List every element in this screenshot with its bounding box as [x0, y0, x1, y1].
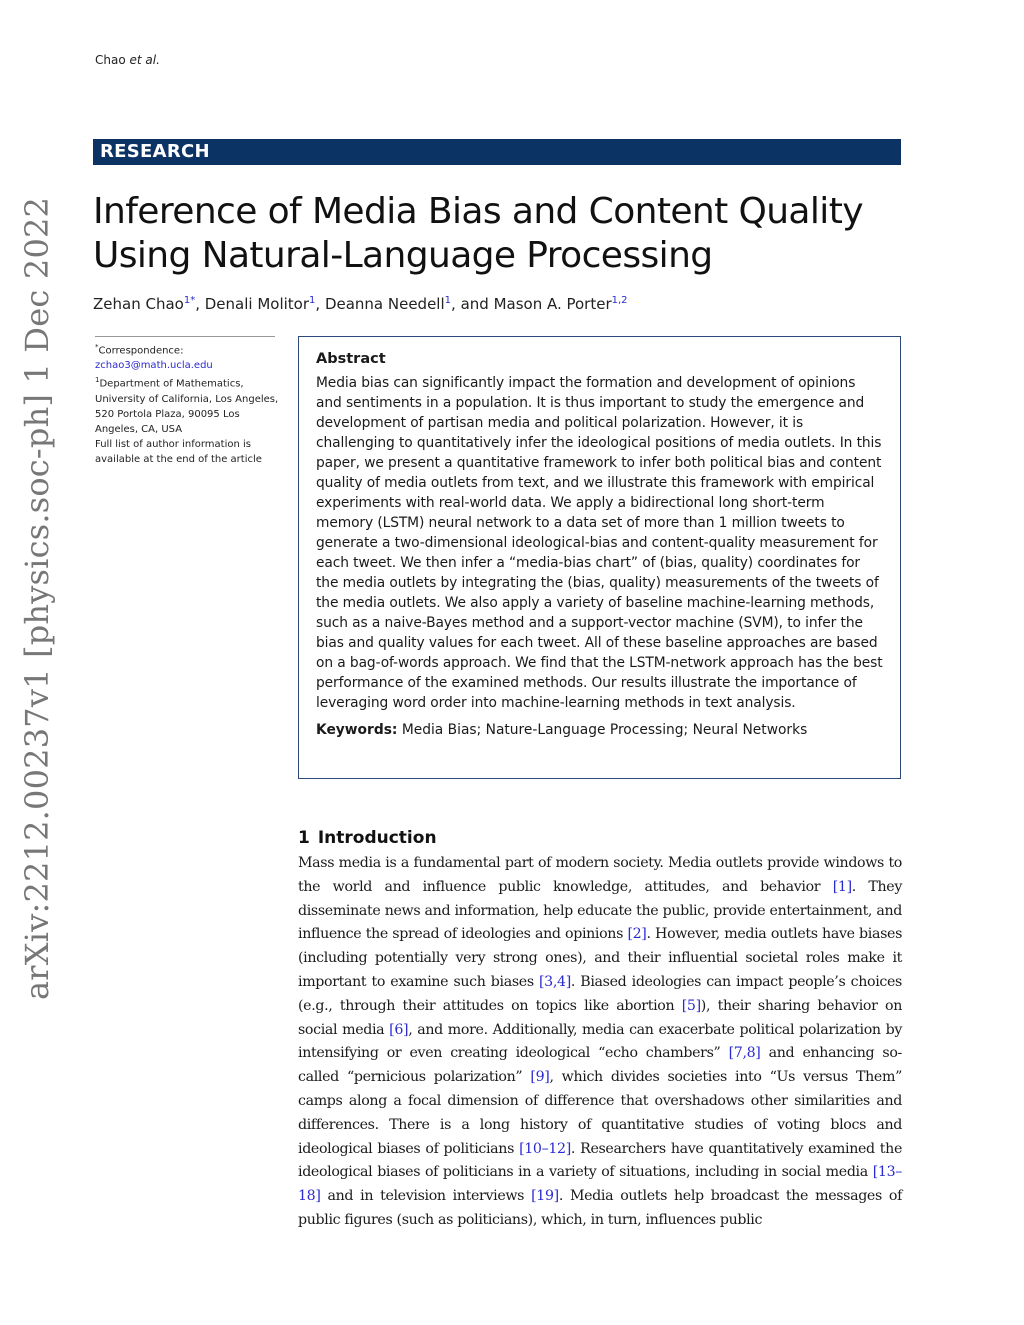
citation-link[interactable]: [5]	[681, 997, 701, 1014]
intro-text-segment: ), their sharing behavior on social media	[298, 997, 902, 1038]
intro-text-segment: and enhancing so-called “pernicious polarization”	[298, 1045, 902, 1086]
author-list	[93, 295, 628, 313]
section-title: Introduction	[317, 828, 437, 848]
paper-title	[93, 190, 923, 278]
running-head-author: Chao	[95, 53, 126, 67]
running-head-etal: et al.	[129, 53, 160, 67]
intro-text-segment: and in television interviews	[320, 1188, 532, 1205]
intro-text-segment: . They disseminate news and information, help educate the public, provide entertainment, and influence the spread of ideologies and opinions	[298, 878, 902, 943]
section-number: 1	[298, 828, 310, 848]
citation-link[interactable]: [1]	[832, 878, 852, 895]
citation-link[interactable]: [3,4]	[539, 973, 571, 990]
abstract-text: Media bias can significantly impact the formation and development of opinions and sentiments in a population. It is thus important to study the emergence and development of partisan media and political polarization. However, it is challenging to quantitatively infer the ideological positions of media outlets. In this paper, we present a quantitative framework to infer both political bias and content quality of media outlets from text, and we illustrate this framework with empirical experiments with real-world data. We apply a bidirectional long short-term memory (LSTM) neural network to a data set of more than 1 million tweets to generate a two-dimensional ideological-bias and content-quality measurement for each tweet. We then infer a “media-bias chart” of (bias, quality) coordinates for the media outlets by integrating the (bias, quality) measurements of the tweets of the media outlets. We also apply a variety of baseline machine-learning methods, such as a naive-Bayes method and a support-vector machine (SVM), to infer the bias and quality values for each tweet. All of these baseline approaches are based on a bag-of-words approach. We find that the LSTM-network approach has the best performance of the examined methods. Our results illustrate the importance of leveraging word order into machine-learning methods in text analysis.	[316, 375, 883, 711]
keywords	[316, 722, 883, 738]
author-affiliation-mark[interactable]: 1,2	[611, 295, 628, 306]
author-affiliation-mark[interactable]: 1	[444, 295, 452, 306]
citation-link[interactable]: [7,8]	[728, 1045, 761, 1062]
section-label-bar: RESEARCH	[93, 139, 901, 165]
intro-text-segment: , which divides societies into “Us versus Them” camps along a focal dimension of difference that overshadows other similarities and differences. There is a long history of quantitative studies of voting blocs and ideological biases of politicians	[298, 1069, 902, 1157]
citation-link[interactable]: [9]	[530, 1069, 550, 1086]
abstract-box	[298, 336, 901, 779]
affiliation-mark: 1	[95, 376, 100, 385]
citation-link[interactable]: [2]	[627, 926, 647, 943]
affiliation-text: Department of Mathematics, University of California, Los Angeles, 520 Portola Plaza, 90095 Los Angeles, CA, USA	[95, 378, 279, 435]
author-separator: ,	[195, 295, 205, 313]
author-name: Zehan Chao	[93, 295, 184, 313]
intro-text-segment: . Researchers have quantitatively examined the ideological biases of politicians in a variety of situations, including in social media	[298, 1140, 902, 1181]
author-separator: , and	[451, 295, 494, 313]
section-heading-introduction	[298, 828, 437, 848]
citation-link[interactable]: [10–12]	[519, 1140, 571, 1157]
intro-text-segment: Mass media is a fundamental part of modern society. Media outlets provide windows to the world and influence public knowledge, attitudes, and behavior	[298, 855, 902, 895]
sidenotes	[95, 340, 280, 467]
citation-link[interactable]: [13–18]	[298, 1164, 902, 1205]
author-name: Mason A. Porter	[493, 295, 612, 313]
running-head	[95, 53, 160, 67]
author-affiliation-mark[interactable]: 1	[309, 295, 316, 306]
correspondence-note	[95, 340, 280, 358]
arxiv-identifier-stamp: arXiv:2212.00237v1 [physics.soc-ph] 1 Dec 2022	[18, 196, 56, 1000]
introduction-paragraph	[298, 852, 902, 1233]
intro-text-segment: . However, media outlets have biases (including potentially very strong ones), and their influential societal roles make it important to examine such biases	[298, 926, 902, 990]
intro-text-segment: . Biased ideologies can impact people’s choices (e.g., through their attitudes on topics like abortion	[298, 973, 902, 1014]
intro-text-segment: , and more. Additionally, media can exacerbate political polarization by intensifying or even creating ideological “echo chambers”	[298, 1021, 902, 1062]
correspondence-label: Correspondence:	[98, 345, 184, 357]
intro-text-segment: . Media outlets help broadcast the messages of public figures (such as politicians), which, in turn, influences public	[298, 1188, 902, 1228]
author-separator: ,	[315, 295, 325, 313]
paper-title-line-2: Using Natural-Language Processing	[93, 235, 713, 276]
author-name: Denali Molitor	[204, 295, 310, 313]
citation-link[interactable]: [6]	[389, 1021, 409, 1038]
paper-title-line-1: Inference of Media Bias and Content Quality	[93, 191, 863, 232]
abstract-heading: Abstract	[316, 351, 386, 367]
keywords-label: Keywords:	[316, 722, 398, 738]
citation-link[interactable]: [19]	[531, 1188, 559, 1205]
author-name: Deanna Needell	[324, 295, 445, 313]
correspondence-mark: *	[95, 343, 99, 351]
affiliation-note	[95, 373, 280, 436]
author-affiliation-mark[interactable]: 1*	[183, 295, 196, 306]
keywords-text: Media Bias; Nature-Language Processing; Neural Networks	[401, 722, 808, 738]
sidenote-divider	[95, 336, 275, 337]
author-info-note: Full list of author information is available at the end of the article	[95, 438, 262, 465]
email-link[interactable]: zchao3@math.ucla.edu	[95, 360, 213, 372]
